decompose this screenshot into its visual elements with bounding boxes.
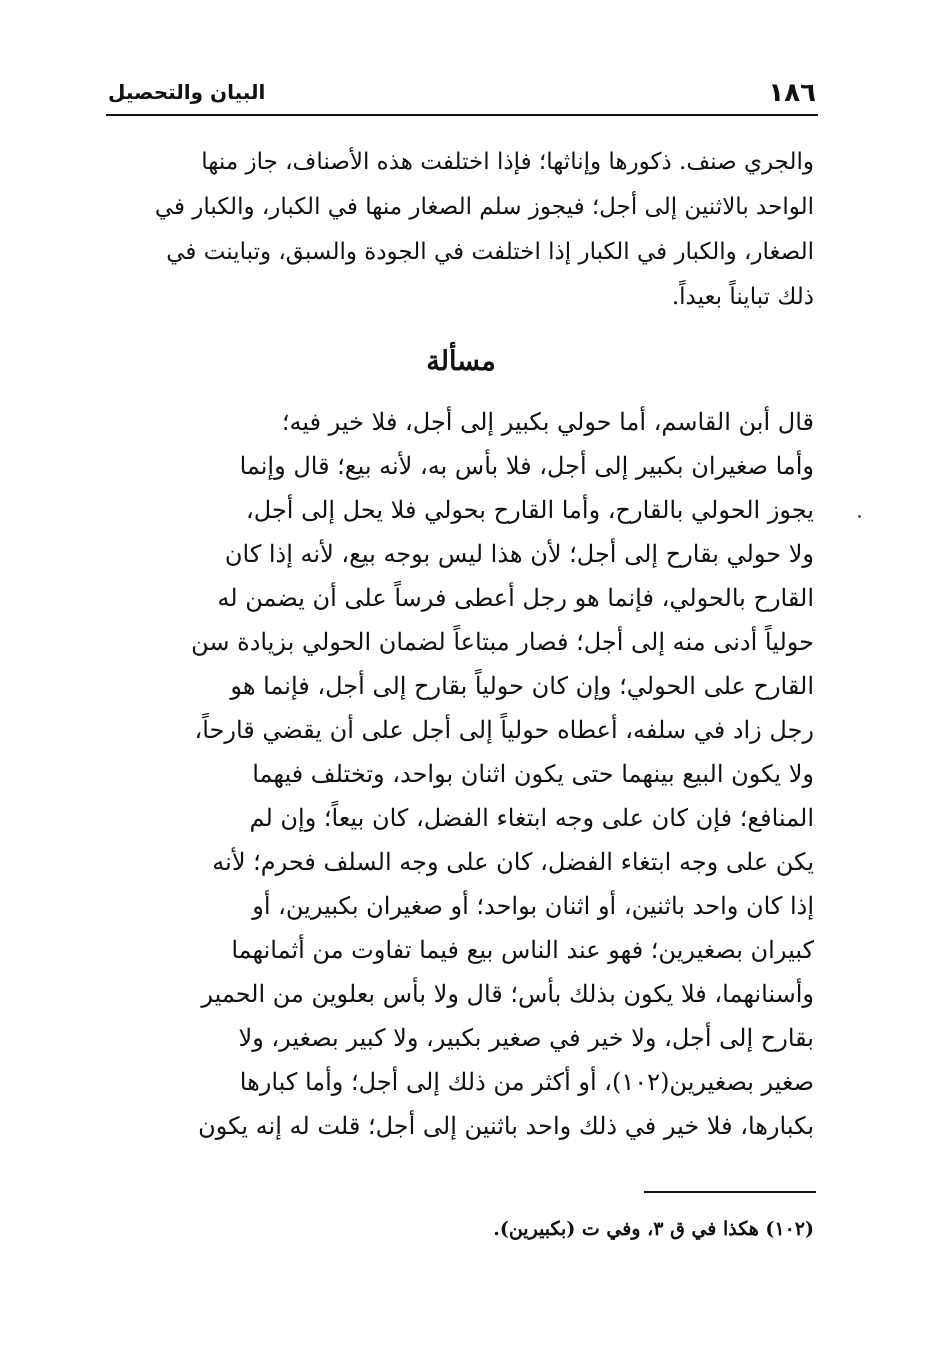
header-rule xyxy=(106,114,818,116)
text-line: إذا كان واحد باثنين، أو اثنان بواحد؛ أو صغيران بكبيرين، أو xyxy=(252,892,814,920)
footnote-rule xyxy=(644,1191,816,1193)
text-line: حولياً أدنى منه إلى أجل؛ فصار مبتاعاً لضمان الحولي بزيادة سن xyxy=(191,628,814,656)
text-line: وأسنانهما، فلا يكون بذلك بأس؛ قال ولا بأس بعلوين من الحمير xyxy=(201,980,814,1008)
section-heading: مسألة xyxy=(426,346,496,377)
text-line: يجوز الحولي بالقارح، وأما القارح بحولي فلا يحل إلى أجل، xyxy=(246,496,814,524)
footnote: (١٠٢) هكذا في ق ٣، وفي ت (بكبيرين). xyxy=(493,1218,814,1240)
page-number: ١٨٦ xyxy=(768,78,816,108)
running-title: البيان والتحصيل xyxy=(108,80,266,104)
text-line: صغير بصغيرين(١٠٢)، أو أكثر من ذلك إلى أجل؛ وأما كبارها xyxy=(239,1068,814,1096)
text-line: القارح على الحولي؛ وإن كان حولياً بقارح إلى أجل، فإنما هو xyxy=(230,672,814,700)
text-line: القارح بالحولي، فإنما هو رجل أعطى فرساً على أن يضمن له xyxy=(217,584,814,612)
page-header xyxy=(108,78,816,110)
text-line: يكن على وجه ابتغاء الفضل، كان على وجه السلف فحرم؛ لأنه xyxy=(212,848,814,876)
text-line: كبيران بصغيرين؛ فهو عند الناس بيع فيما تفاوت من أثمانهما xyxy=(231,936,814,964)
text-line: ولا حولي بقارح إلى أجل؛ لأن هذا ليس بوجه بيع، لأنه إذا كان xyxy=(224,540,814,568)
text-line: الصغار، والكبار في الكبار إذا اختلفت في الجودة والسبق، وتباينت في xyxy=(166,239,814,265)
text-line: قال أبن القاسم، أما حولي بكبير إلى أجل، فلا خير فيه؛ xyxy=(281,408,814,436)
text-line: والجري صنف. ذكورها وإناثها؛ فإذا اختلفت هذه الأصناف، جاز منها xyxy=(201,149,814,175)
scan-speck xyxy=(858,515,861,518)
main-paragraph xyxy=(108,400,814,1148)
text-line: بقارح إلى أجل، ولا خير في صغير بكبير، ولا كبير بصغير، ولا xyxy=(238,1024,814,1052)
text-line: رجل زاد في سلفه، أعطاه حولياً إلى أجل على أن يقضي قارحاً، xyxy=(194,716,814,744)
intro-paragraph xyxy=(108,140,814,320)
text-line: بكبارها، فلا خير في ذلك واحد باثنين إلى أجل؛ قلت له إنه يكون xyxy=(198,1112,814,1140)
text-line: ولا يكون البيع بينهما حتى يكون اثنان بواحد، وتختلف فيهما xyxy=(252,760,814,788)
text-line: المنافع؛ فإن كان على وجه ابتغاء الفضل، كان بيعاً؛ وإن لم xyxy=(249,804,814,832)
text-line: وأما صغيران بكبير إلى أجل، فلا بأس به، لأنه بيع؛ قال وإنما xyxy=(239,452,814,480)
text-line: الواحد بالاثنين إلى أجل؛ فيجوز سلم الصغار منها في الكبار، والكبار في xyxy=(154,194,814,220)
text-line: ذلك تبايناً بعيداً. xyxy=(671,284,814,310)
